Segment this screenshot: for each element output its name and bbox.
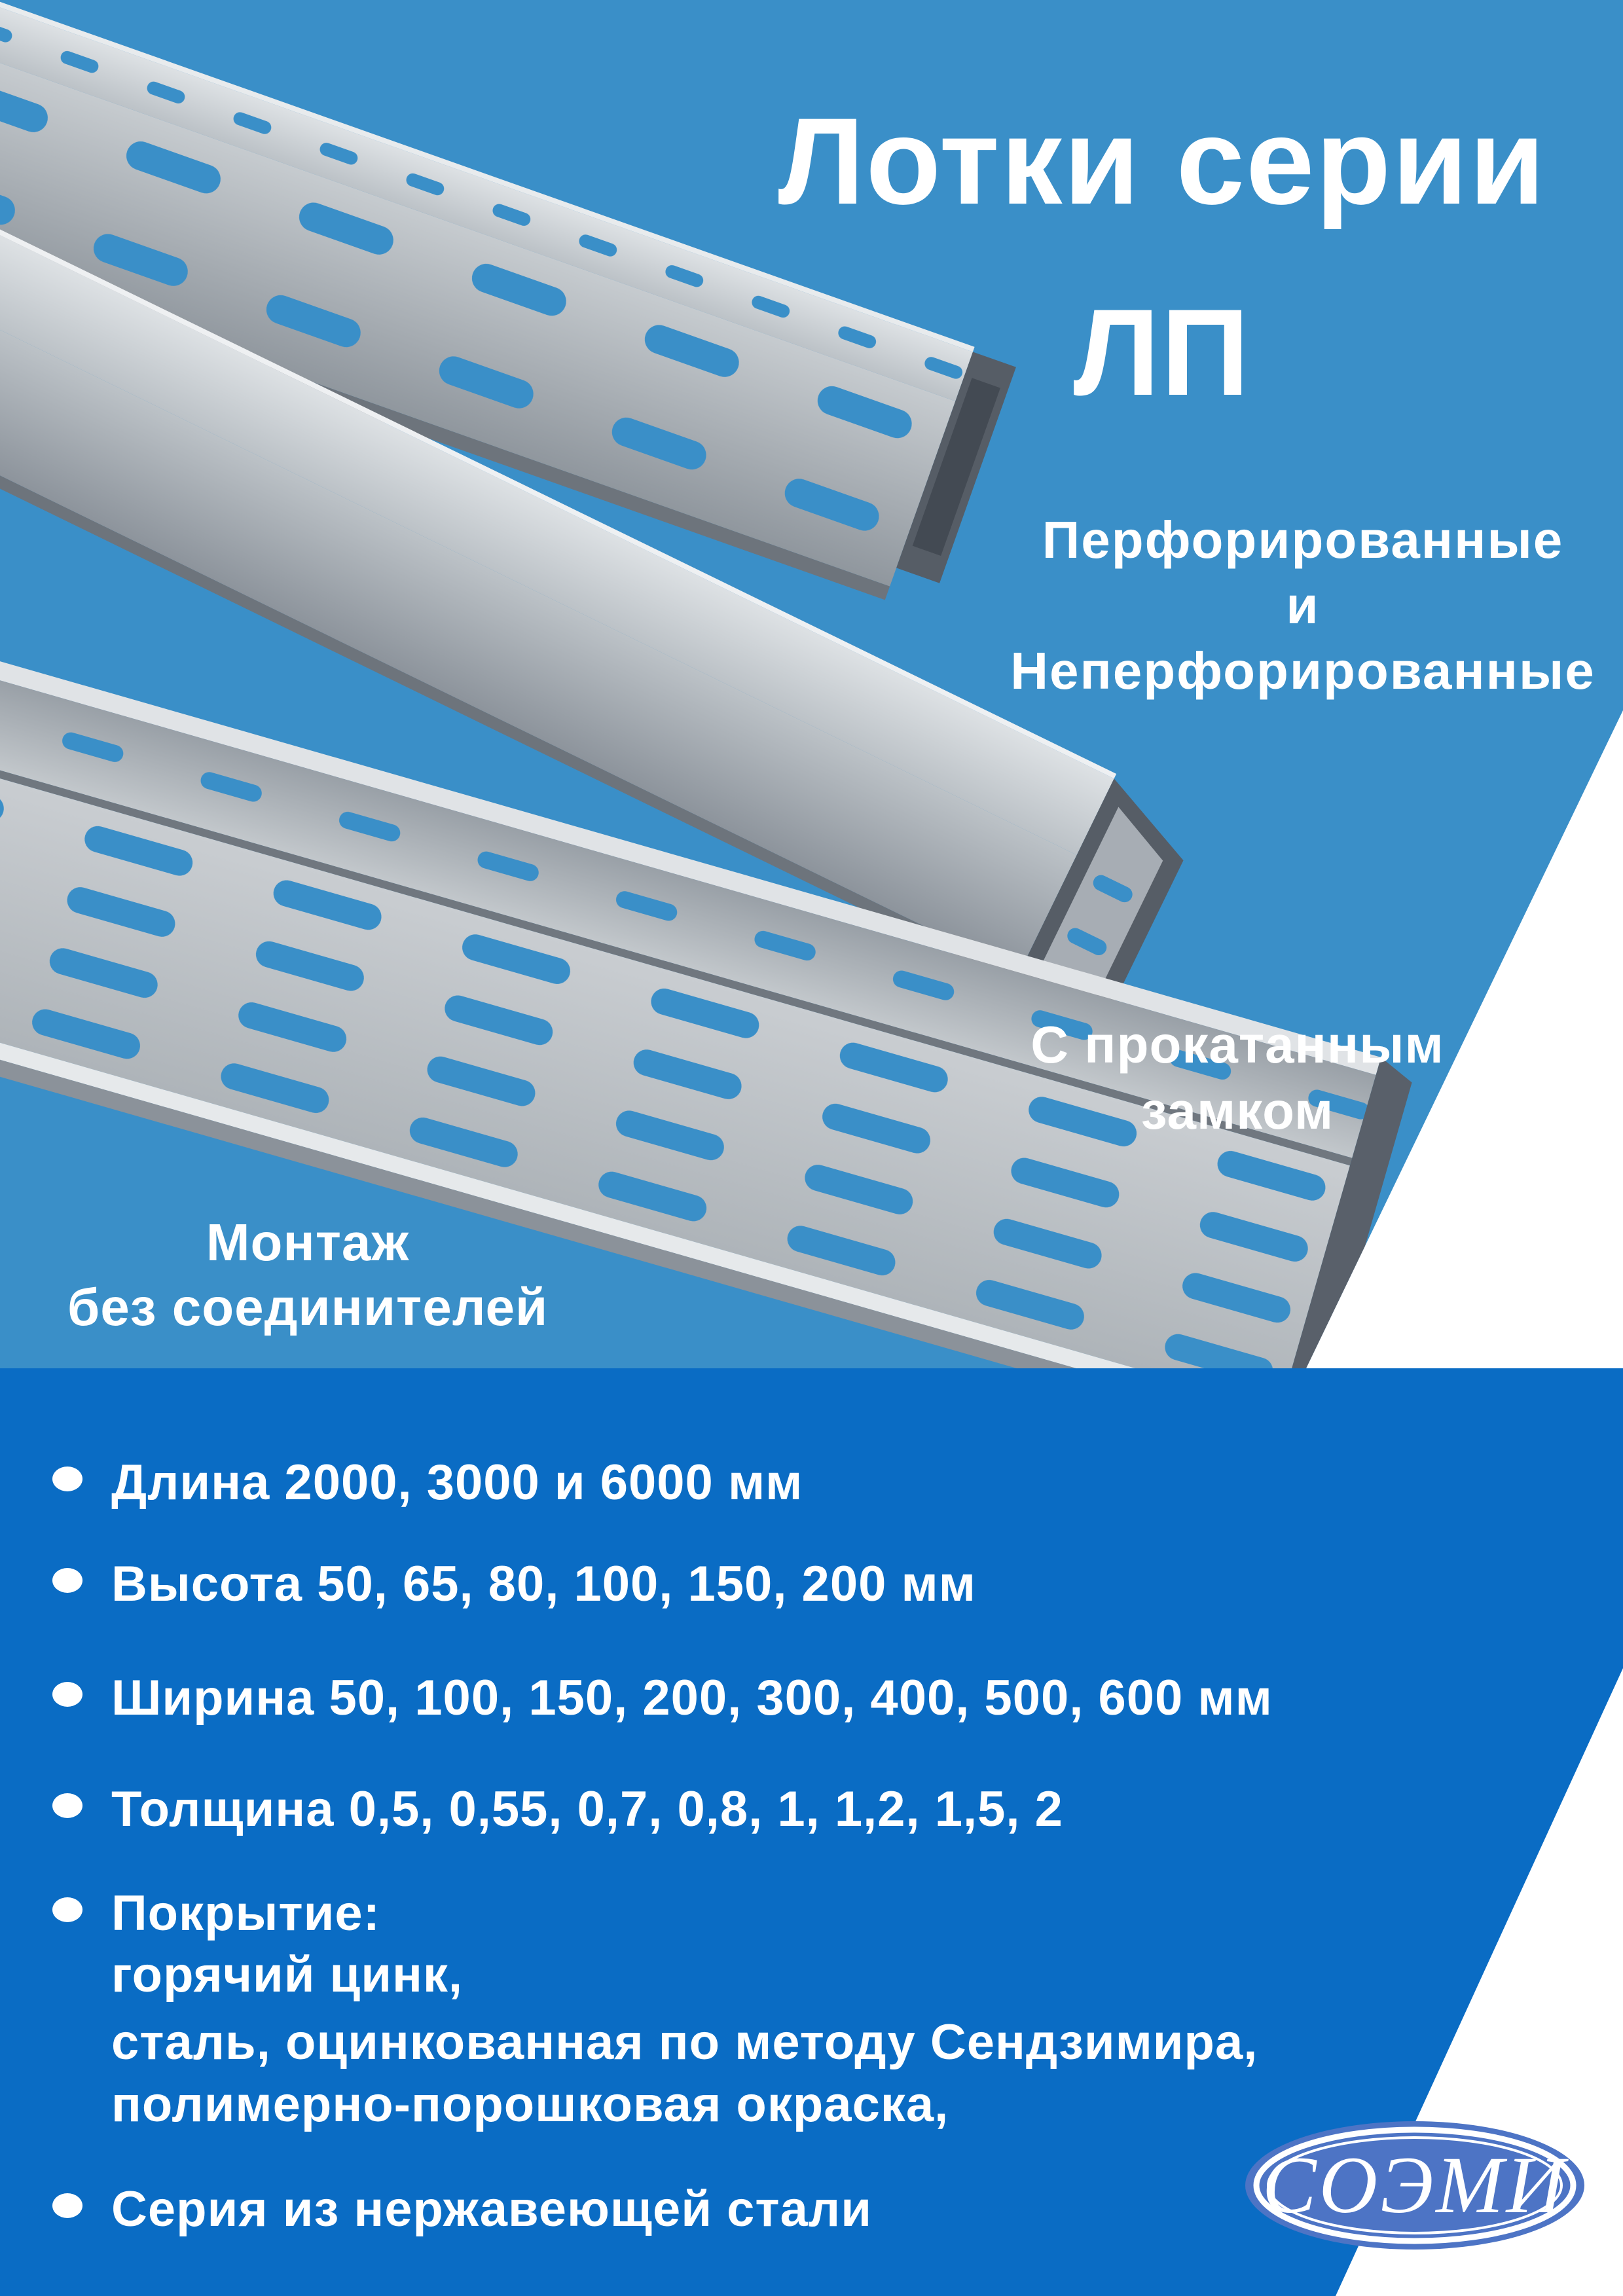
spec-length: Длина 2000, 3000 и 6000 мм xyxy=(111,1455,803,1510)
spec-height: Высота 50, 65, 80, 100, 150, 200 мм xyxy=(111,1556,976,1612)
spec-coating-sendzimir: сталь, оцинкованная по методу Сендзимира, xyxy=(111,2014,1258,2070)
bullet-dot-icon xyxy=(52,1467,82,1491)
page-title-line2: ЛП xyxy=(1073,283,1251,421)
spec-coating-powder: полимерно-порошковая окраска, xyxy=(111,2077,949,2132)
list-item xyxy=(52,1453,1493,1513)
company-logo xyxy=(1243,2119,1587,2252)
list-item xyxy=(52,1779,1493,1840)
spec-coating: Покрытие: xyxy=(111,1886,380,1941)
mount-label-line2: без соединителей xyxy=(67,1278,549,1336)
bullet-dot-icon xyxy=(52,1793,82,1818)
page-title-line1: Лотки серии xyxy=(778,92,1546,230)
rolled-lock-label xyxy=(995,1011,1480,1144)
perforated-label xyxy=(976,507,1623,704)
perforated-label-line2: и xyxy=(1286,576,1320,634)
spec-thickness: Толщина 0,5, 0,55, 0,7, 0,8, 1, 1,2, 1,5, 2 xyxy=(111,1781,1063,1837)
list-item xyxy=(111,2013,1552,2073)
perforated-label-line3: Неперфорированные xyxy=(1010,642,1596,700)
list-item xyxy=(52,1668,1493,1728)
spec-stainless: Серия из нержавеющей стали xyxy=(111,2181,872,2237)
mount-label-line1: Монтаж xyxy=(206,1213,410,1271)
spec-width: Ширина 50, 100, 150, 200, 300, 400, 500, 600 мм xyxy=(111,1670,1273,1726)
rolled-lock-label-line2: замком xyxy=(1140,1082,1334,1140)
bullet-dot-icon xyxy=(52,2193,82,2218)
spec-coating-zinc: горячий цинк, xyxy=(111,1947,464,2003)
perforated-label-line1: Перфорированные xyxy=(1042,511,1564,569)
list-item xyxy=(52,1554,1493,1614)
page-title xyxy=(707,65,1617,448)
mount-label xyxy=(36,1210,579,1339)
bullet-dot-icon xyxy=(52,1568,82,1593)
bullet-dot-icon xyxy=(52,1682,82,1707)
bullet-dot-icon xyxy=(52,1897,82,1922)
list-item xyxy=(52,1884,1493,1944)
list-item xyxy=(111,1945,1552,2005)
rolled-lock-label-line1: С прокатанным xyxy=(1030,1015,1444,1074)
logo-text: СОЭМИ xyxy=(1262,2140,1568,2230)
